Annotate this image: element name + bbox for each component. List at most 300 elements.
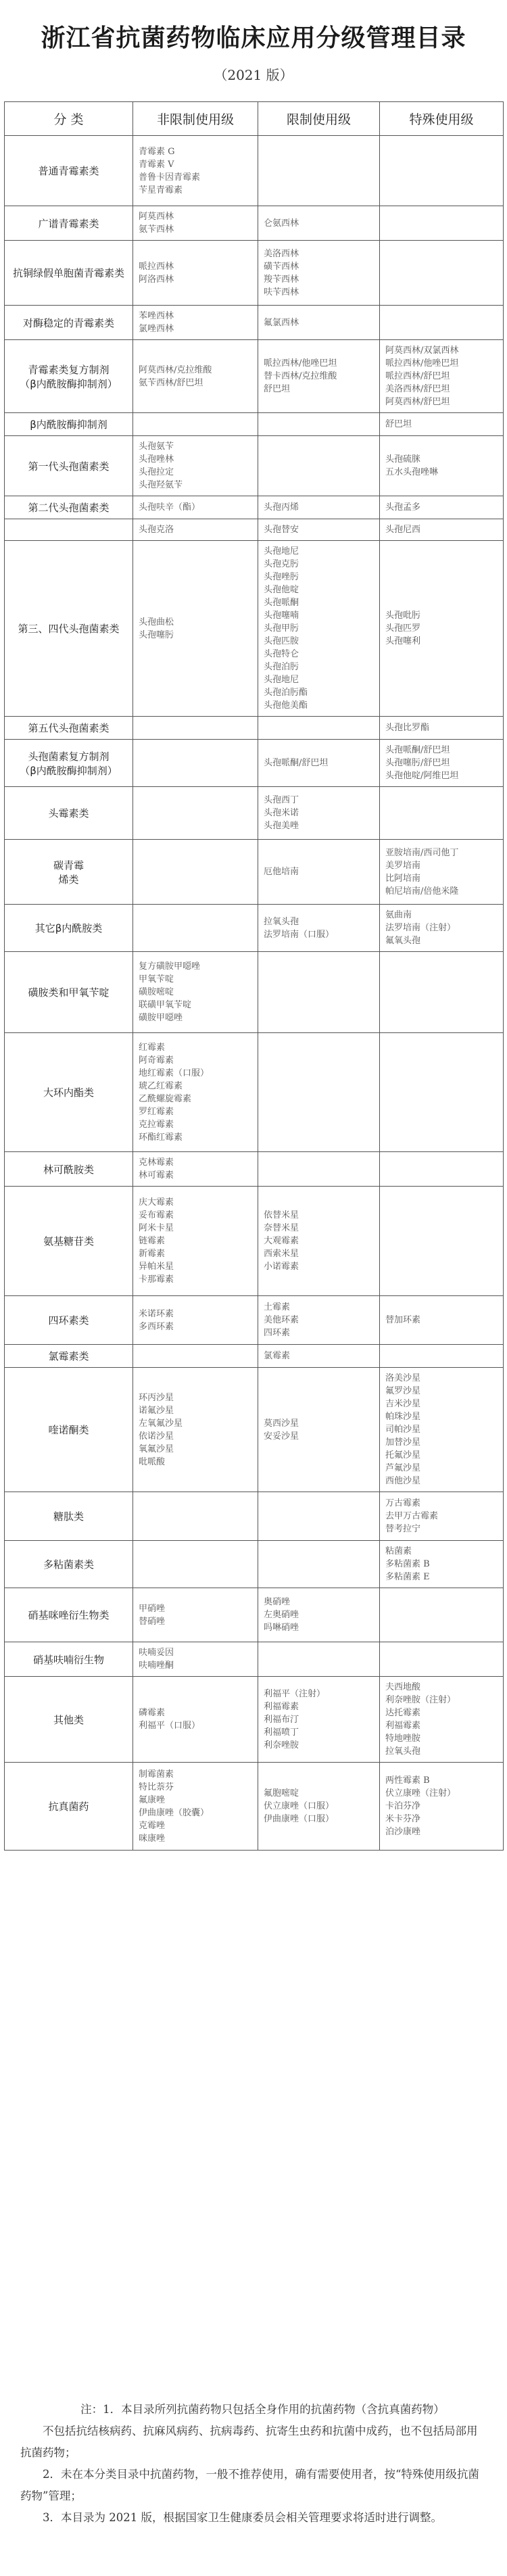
drug-name: 阿莫西林/舒巴坦 [385, 397, 450, 407]
special-cell [380, 206, 504, 241]
drug-name: 磺苄西林 [264, 261, 299, 272]
drug-name: 头孢哌酮 [264, 598, 299, 608]
drug-name: 罗红霉素 [139, 1106, 174, 1117]
table-row [5, 740, 504, 787]
drug-name: 替加环素 [385, 1315, 421, 1325]
drug-name: 去甲万古霉素 [385, 1511, 439, 1521]
category-label: 林可酰胺类 [43, 1163, 94, 1176]
drug-name: 青霉素 V [139, 159, 174, 170]
restricted-cell [258, 136, 380, 206]
note-2: 2．未在本分类目录中抗菌药物，一般不推荐使用，确有需要使用者，按“特殊使用级抗菌药物”管理； [20, 2468, 479, 2502]
drug-name: 头孢甲肟 [264, 623, 299, 634]
table-body [5, 136, 504, 1851]
drug-name: 阿米卡星 [139, 1223, 174, 1233]
unrestricted-cell [133, 905, 258, 952]
category-label: 硝基呋喃衍生物 [32, 1653, 104, 1666]
category-cell [5, 413, 133, 436]
drug-name: 氨曲南 [385, 910, 412, 920]
table-row [5, 1345, 504, 1368]
category-cell [5, 1677, 133, 1763]
drug-name: 利福平（注射） [264, 1688, 326, 1699]
drug-name: 头孢他啶/阿维巴坦 [385, 771, 459, 781]
special-cell [380, 1368, 504, 1492]
drug-name: 克林霉素 [139, 1158, 174, 1168]
table-row [5, 413, 504, 436]
drug-name: 苯唑西林 [139, 311, 174, 321]
drug-name: 环酯红霉素 [139, 1132, 183, 1143]
unrestricted-cell [133, 1187, 258, 1296]
drug-name: 厄他培南 [264, 867, 299, 877]
table-row [5, 206, 504, 241]
header-restricted: 限制使用级 [258, 102, 380, 136]
drug-name: 利奈唑胺（注射） [385, 1695, 456, 1705]
drug-name: 诺氟沙星 [139, 1405, 174, 1416]
restricted-cell [258, 1368, 380, 1492]
table-row [5, 1588, 504, 1642]
drug-name: 氯唑西林 [139, 324, 174, 334]
drug-name: 美罗培南 [385, 860, 421, 871]
drug-name: 多粘菌素 E [385, 1572, 430, 1582]
drug-name: 美他环素 [264, 1315, 299, 1325]
drug-name: 头孢米诺 [264, 808, 299, 818]
category-cell [5, 787, 133, 840]
unrestricted-cell [133, 1345, 258, 1368]
restricted-cell [258, 1152, 380, 1187]
unrestricted-cell [133, 1033, 258, 1152]
note-1: 注：1．本目录所列抗菌药物只包括全身作用的抗菌药物（含抗真菌药物） [80, 2403, 445, 2416]
drug-name: 头孢噻肟/舒巴坦 [385, 758, 450, 768]
category-label: 糖肽类 [53, 1510, 84, 1523]
drug-name: 利福霉素 [385, 1721, 421, 1731]
drug-name: 头孢噻肟 [139, 629, 174, 640]
drug-name: 奈替米星 [264, 1223, 299, 1233]
category-label: 广谱青霉素类 [38, 217, 99, 230]
category-label: 头孢菌素复方制剂 [28, 750, 110, 763]
drug-name: 泊沙康唑 [385, 1827, 421, 1837]
drug-name: 呋喃妥因 [139, 1648, 174, 1658]
header-special: 特殊使用级 [380, 102, 504, 136]
restricted-cell [258, 1763, 380, 1851]
edition-label: （2021 版） [214, 67, 293, 83]
category-label: 碳青霉 [53, 859, 84, 872]
drug-name: 阿莫西林 [139, 212, 174, 222]
drug-name: 法罗培南（口服） [264, 929, 335, 940]
drug-name: 托氟沙星 [385, 1450, 421, 1460]
unrestricted-cell [133, 436, 258, 496]
drug-name: 红霉素 [139, 1042, 166, 1053]
drug-name: 亚胺培南/西司他丁 [385, 847, 459, 858]
drug-name: 头孢匹胺 [264, 636, 299, 646]
drug-name: 头孢地尼 [264, 546, 299, 556]
drug-name: 头孢他啶 [264, 585, 299, 595]
header-category: 分 类 [5, 102, 133, 136]
table-row [5, 541, 504, 717]
drug-name: 地红霉素（口服） [139, 1068, 210, 1078]
restricted-cell [258, 740, 380, 787]
drug-name: 林可霉素 [139, 1170, 174, 1180]
drug-name: 青霉素 G [139, 146, 175, 157]
table-row [5, 306, 504, 340]
table-row [5, 1368, 504, 1492]
drug-name: 仑氨西林 [264, 218, 299, 229]
restricted-cell [258, 541, 380, 717]
unrestricted-cell [133, 1677, 258, 1763]
category-label: 第三、四代头孢菌素类 [18, 623, 120, 635]
drug-name: 奥硝唑 [264, 1597, 291, 1607]
unrestricted-cell [133, 952, 258, 1033]
special-cell [380, 1677, 504, 1763]
category-label: 头霉素类 [48, 807, 89, 819]
drug-name: 头孢曲松 [139, 617, 174, 627]
drug-name: 头孢硫脒 [385, 454, 421, 464]
drug-name: 氨苄西林/舒巴坦 [139, 377, 203, 388]
drug-name: 五水头孢唑啉 [385, 467, 439, 477]
restricted-cell [258, 241, 380, 306]
note-1-cont: 不包括抗结核病药、抗麻风病药、抗病毒药、抗寄生虫药和抗菌中成药，也不包括局部用抗菌药物； [20, 2425, 478, 2459]
drug-name: 芦氟沙星 [385, 1463, 421, 1473]
drug-name: 氯霉素 [264, 1351, 291, 1361]
table-row [5, 1187, 504, 1296]
drug-name: 羧苄西林 [264, 274, 299, 285]
table-row [5, 496, 504, 519]
drug-name: 头孢泊肟酯 [264, 688, 308, 698]
drug-name: 莫西沙星 [264, 1418, 299, 1429]
drug-name: 利奈唑胺 [264, 1740, 299, 1750]
drug-name: 头孢丙烯 [264, 502, 299, 512]
unrestricted-cell [133, 340, 258, 413]
drug-name: 替硝唑 [139, 1616, 166, 1627]
unrestricted-cell [133, 241, 258, 306]
unrestricted-cell [133, 496, 258, 519]
table-row [5, 1763, 504, 1851]
drug-name: 妥布霉素 [139, 1210, 174, 1220]
special-cell [380, 136, 504, 206]
special-cell [380, 787, 504, 840]
drug-name: 四环素 [264, 1328, 291, 1338]
special-cell [380, 1296, 504, 1345]
drug-name: 美洛西林 [264, 248, 299, 259]
drug-name: 帕珠沙星 [385, 1412, 421, 1422]
category-label: 普通青霉素类 [38, 165, 99, 177]
special-cell [380, 541, 504, 717]
drug-name: 呋喃唑酮 [139, 1661, 174, 1671]
category-label: 大环内酯类 [43, 1087, 94, 1099]
table-row [5, 840, 504, 905]
unrestricted-cell [133, 541, 258, 717]
drug-name: 洛美沙星 [385, 1373, 421, 1383]
unrestricted-cell [133, 840, 258, 905]
special-cell [380, 1541, 504, 1588]
category-label: 氨基糖苷类 [43, 1235, 94, 1247]
drug-name: 吡哌酸 [139, 1456, 166, 1467]
drug-name: 头孢泊肟 [264, 662, 299, 672]
drug-name: 头孢美唑 [264, 821, 299, 831]
drug-name: 甲氧苄啶 [139, 974, 174, 984]
restricted-cell [258, 840, 380, 905]
drug-name: 头孢匹罗 [385, 623, 421, 634]
drug-name: 阿莫西林/双氯西林 [385, 345, 459, 356]
unrestricted-cell [133, 1152, 258, 1187]
drug-name: 米卡芬净 [385, 1814, 421, 1824]
category-label: 硝基咪唑衍生物类 [28, 1609, 110, 1621]
restricted-cell [258, 1296, 380, 1345]
drug-name: 哌拉西林/他唑巴坦 [264, 358, 337, 368]
special-cell [380, 241, 504, 306]
catalog-table [4, 101, 504, 1851]
drug-name: 氧氟沙星 [139, 1444, 174, 1454]
table-row [5, 241, 504, 306]
drug-name: 利福霉素 [264, 1701, 299, 1712]
drug-name: 舒巴坦 [385, 419, 412, 429]
drug-name: 氟胞嘧啶 [264, 1788, 299, 1798]
category-cell [5, 519, 133, 541]
restricted-cell [258, 1642, 380, 1677]
unrestricted-cell [133, 136, 258, 206]
drug-name: 依替米星 [264, 1210, 299, 1220]
note-3: 3．本目录为 2021 版，根据国家卫生健康委员会相关管理要求将适时进行调整。 [43, 2511, 442, 2524]
drug-name: 拉氧头孢 [385, 1746, 421, 1757]
unrestricted-cell [133, 1642, 258, 1677]
drug-name: 特比萘芬 [139, 1782, 174, 1792]
restricted-cell [258, 306, 380, 340]
drug-name: 氟康唑 [139, 1794, 166, 1805]
category-cell [5, 541, 133, 717]
drug-name: 头孢克肟 [264, 559, 299, 569]
category-label: 其它β内酰胺类 [34, 922, 103, 934]
category-cell [5, 840, 133, 905]
category-cell [5, 306, 133, 340]
drug-name: 头孢比罗酯 [385, 723, 430, 733]
category-label: 抗铜绿假单胞菌青霉素类 [12, 267, 124, 279]
table-row [5, 787, 504, 840]
table-header-row [5, 102, 504, 136]
special-cell [380, 340, 504, 413]
drug-name: 苄星青霉素 [139, 185, 183, 195]
drug-name: 磺胺嘧啶 [139, 987, 174, 997]
drug-name: 头孢孟多 [385, 502, 421, 512]
drug-name: 头孢尼西 [385, 525, 421, 535]
drug-name: 伏立康唑（口服） [264, 1801, 335, 1811]
drug-name: 复方磺胺甲噁唑 [139, 961, 201, 972]
unrestricted-cell [133, 740, 258, 787]
drug-name: 替卡西林/克拉维酸 [264, 371, 337, 381]
restricted-cell [258, 1187, 380, 1296]
drug-name: 氟氯西林 [264, 317, 299, 328]
drug-name: 伊曲康唑（口服） [264, 1814, 335, 1824]
drug-name: 西索米星 [264, 1249, 299, 1259]
drug-name: 头孢吡肟 [385, 611, 421, 621]
restricted-cell [258, 1541, 380, 1588]
drug-name: 西他沙星 [385, 1476, 421, 1486]
drug-name: 头孢唑肟 [264, 572, 299, 582]
special-cell [380, 840, 504, 905]
drug-name: 链霉素 [139, 1236, 166, 1246]
restricted-cell [258, 519, 380, 541]
table-row [5, 340, 504, 413]
drug-name: 琥乙红霉素 [139, 1080, 183, 1091]
restricted-cell [258, 952, 380, 1033]
unrestricted-cell [133, 1492, 258, 1541]
drug-name: 氟罗沙星 [385, 1386, 421, 1396]
category-label: （β内酰胺酶抑制剂） [20, 377, 118, 390]
drug-name: 卡那霉素 [139, 1274, 174, 1285]
table-row [5, 136, 504, 206]
category-cell [5, 496, 133, 519]
drug-name: 阿洛西林 [139, 274, 174, 285]
restricted-cell [258, 1588, 380, 1642]
unrestricted-cell [133, 1763, 258, 1851]
category-cell [5, 1296, 133, 1345]
unrestricted-cell [133, 413, 258, 436]
special-cell [380, 306, 504, 340]
drug-name: 比阿培南 [385, 873, 421, 884]
category-cell [5, 1642, 133, 1677]
restricted-cell [258, 340, 380, 413]
drug-name: 达托霉素 [385, 1708, 421, 1718]
notes [20, 2399, 487, 2529]
drug-name: 呋苄西林 [264, 287, 299, 297]
table-row [5, 1296, 504, 1345]
drug-name: 夫西地酸 [385, 1682, 421, 1692]
drug-name: 米诺环素 [139, 1308, 174, 1319]
category-label: 四环素类 [48, 1314, 89, 1327]
category-cell [5, 436, 133, 496]
drug-name: 小诺霉素 [264, 1262, 299, 1272]
drug-name: 氨苄西林 [139, 224, 174, 235]
restricted-cell [258, 206, 380, 241]
table-row [5, 1152, 504, 1187]
drug-name: 头孢哌酮/舒巴坦 [385, 745, 450, 755]
special-cell [380, 496, 504, 519]
category-label: 磺胺类和甲氧苄啶 [28, 986, 110, 999]
table-row [5, 519, 504, 541]
category-cell [5, 740, 133, 787]
drug-name: 阿莫西林/克拉维酸 [139, 364, 212, 375]
drug-name: 头孢他美酯 [264, 700, 308, 711]
drug-name: 拉氧头孢 [264, 916, 299, 927]
drug-name: 加替沙星 [385, 1437, 421, 1448]
unrestricted-cell [133, 787, 258, 840]
category-cell [5, 1368, 133, 1492]
drug-name: 头孢西丁 [264, 795, 299, 805]
drug-name: 头孢哌酮/舒巴坦 [264, 758, 329, 768]
drug-name: 帕尼培南/倍他米隆 [385, 886, 459, 897]
special-cell [380, 436, 504, 496]
category-label: 对酶稳定的青霉素类 [22, 316, 114, 329]
unrestricted-cell [133, 519, 258, 541]
table-row [5, 436, 504, 496]
drug-name: 伏立康唑（注射） [385, 1788, 456, 1798]
unrestricted-cell [133, 717, 258, 740]
restricted-cell [258, 1345, 380, 1368]
category-cell [5, 905, 133, 952]
category-cell [5, 1492, 133, 1541]
category-cell [5, 1763, 133, 1851]
category-cell [5, 1345, 133, 1368]
drug-name: 克霉唑 [139, 1820, 166, 1831]
category-cell [5, 1033, 133, 1152]
category-label: 氯霉素类 [48, 1350, 89, 1362]
restricted-cell [258, 413, 380, 436]
drug-name: 磺胺甲噁唑 [139, 1013, 183, 1023]
drug-name: 头孢噻利 [385, 636, 421, 646]
drug-name: 吗啉硝唑 [264, 1623, 299, 1633]
category-label: 青霉素类复方制剂 [28, 363, 110, 376]
category-label: 烯类 [58, 873, 79, 886]
special-cell [380, 1033, 504, 1152]
drug-name: 哌拉西林/舒巴坦 [385, 371, 450, 381]
restricted-cell [258, 905, 380, 952]
restricted-cell [258, 1033, 380, 1152]
drug-name: 安妥沙星 [264, 1431, 299, 1441]
drug-name: 吉米沙星 [385, 1399, 421, 1409]
special-cell [380, 1763, 504, 1851]
restricted-cell [258, 717, 380, 740]
drug-name: 法罗培南（注射） [385, 923, 456, 933]
special-cell [380, 413, 504, 436]
special-cell [380, 1642, 504, 1677]
drug-name: 环丙沙星 [139, 1392, 174, 1403]
category-cell [5, 206, 133, 241]
drug-name: 舒巴坦 [264, 384, 291, 394]
drug-name: 头孢噻喃 [264, 611, 299, 621]
drug-name: 头孢氨苄 [139, 442, 174, 452]
category-cell [5, 340, 133, 413]
drug-name: 联磺甲氧苄啶 [139, 1000, 192, 1010]
drug-name: 哌拉西林/他唑巴坦 [385, 358, 459, 368]
table-row [5, 905, 504, 952]
drug-name: 头孢呋辛（酯） [139, 502, 201, 512]
drug-name: 万古霉素 [385, 1498, 421, 1508]
table-row [5, 952, 504, 1033]
table-row [5, 717, 504, 740]
unrestricted-cell [133, 1588, 258, 1642]
drug-name: 粘菌素 [385, 1546, 412, 1556]
page-title: 浙江省抗菌药物临床应用分级管理目录 [41, 24, 466, 51]
special-cell [380, 717, 504, 740]
special-cell [380, 1152, 504, 1187]
special-cell [380, 1345, 504, 1368]
drug-name: 左氧氟沙星 [139, 1418, 183, 1429]
restricted-cell [258, 787, 380, 840]
special-cell [380, 1187, 504, 1296]
drug-name: 咪康唑 [139, 1833, 166, 1844]
category-cell [5, 952, 133, 1033]
category-label: 第五代头孢菌素类 [28, 722, 110, 734]
drug-name: 头孢地尼 [264, 675, 299, 685]
drug-name: 利福平（口服） [139, 1721, 201, 1731]
drug-name: 制霉菌素 [139, 1769, 174, 1780]
category-cell [5, 136, 133, 206]
drug-name: 大观霉素 [264, 1236, 299, 1246]
drug-name: 头孢唑林 [139, 454, 174, 464]
category-label: 喹诺酮类 [48, 1424, 89, 1436]
drug-name: 多西环素 [139, 1321, 174, 1332]
special-cell [380, 519, 504, 541]
special-cell [380, 905, 504, 952]
drug-name: 司帕沙星 [385, 1425, 421, 1435]
drug-name: 磷霉素 [139, 1708, 166, 1718]
unrestricted-cell [133, 1541, 258, 1588]
unrestricted-cell [133, 1368, 258, 1492]
unrestricted-cell [133, 306, 258, 340]
drug-name: 头孢拉定 [139, 467, 174, 477]
category-cell [5, 1187, 133, 1296]
category-cell [5, 1588, 133, 1642]
drug-name: 庆大霉素 [139, 1197, 174, 1208]
drug-name: 克拉霉素 [139, 1119, 174, 1130]
category-label: 抗真菌药 [48, 1800, 89, 1813]
